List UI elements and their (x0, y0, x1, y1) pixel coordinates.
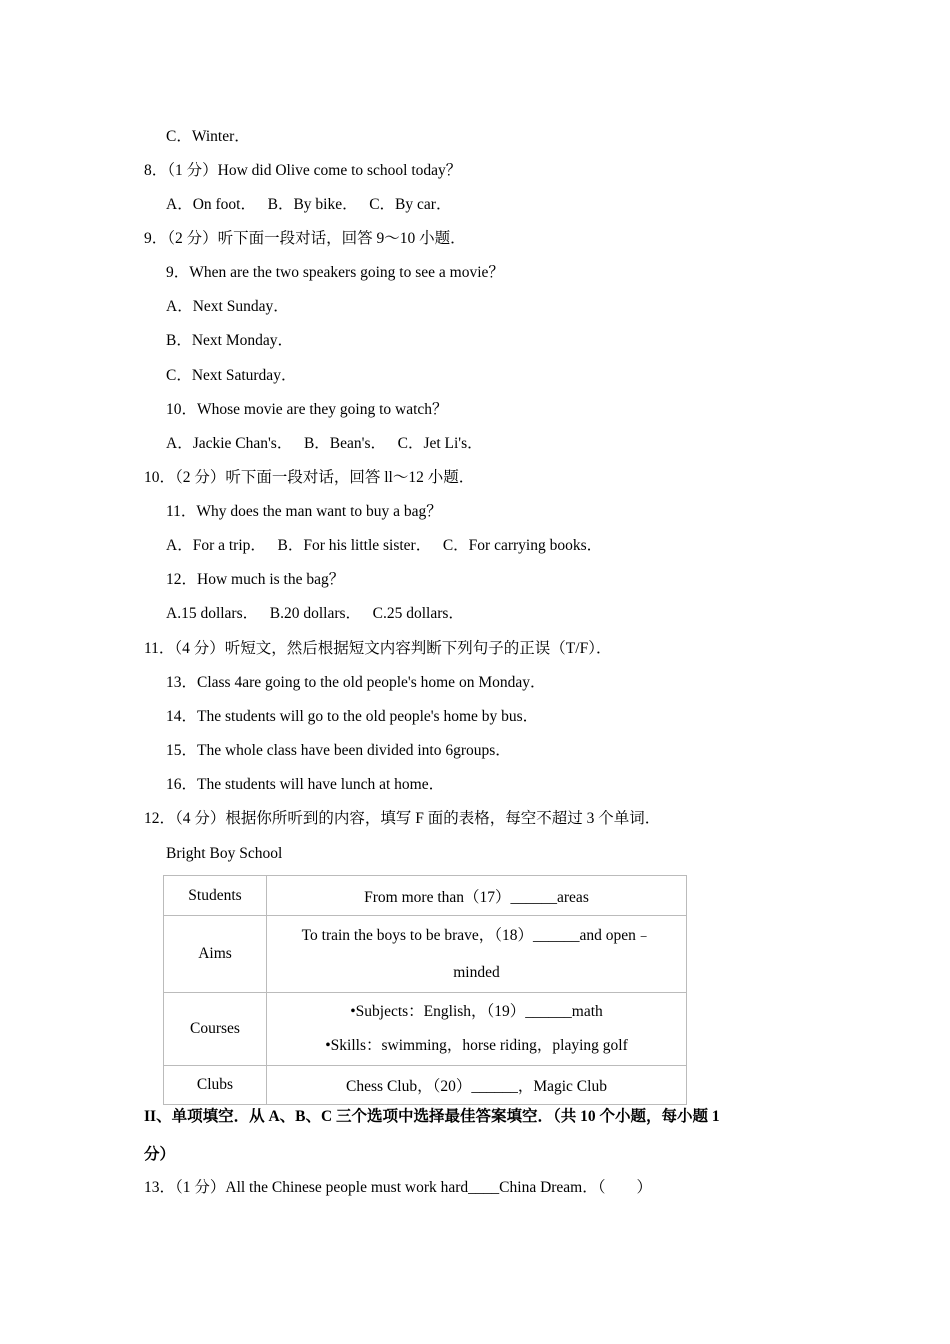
sub-question-10-options: A．Jackie Chan's． B．Bean's． C．Jet Li's． (166, 435, 483, 452)
aims-value (267, 916, 687, 993)
students-label: Students (164, 876, 267, 916)
question-12: 12．（4 分）根据你所听到的内容，填写 F 面的表格，每空不超过 3 个单词． (144, 810, 661, 827)
question-13-blank: ____ (468, 1179, 500, 1196)
table-caption: Bright Boy School (166, 845, 283, 862)
question-13 (144, 1178, 652, 1198)
sub-question-9: 9．When are the two speakers going to see a movie？ (166, 264, 504, 281)
courses-value (267, 993, 687, 1066)
question-8: 8．（1 分）How did Olive come to school today？ (144, 162, 462, 179)
sub-question-12: 12．How much is the bag？ (166, 571, 345, 588)
question-13-stem: 13．（1 分）All the Chinese people must work hard (144, 1179, 469, 1196)
statement-13: 13．Class 4are going to the old people's home on Monday． (166, 674, 546, 691)
statement-16: 16．The students will have lunch at home． (166, 776, 445, 793)
sub-question-10: 10．Whose movie are they going to watch？ (166, 401, 448, 418)
sub-question-9-option-a: A．Next Sunday． (166, 298, 289, 315)
courses-value-line-2: •Skills：swimming，horse riding，playing golf (325, 1037, 628, 1054)
table-row-students (164, 876, 687, 916)
sub-question-11: 11．Why does the man want to buy a bag？ (166, 503, 442, 520)
sub-question-9-option-c: C．Next Saturday． (166, 367, 297, 384)
section-2-heading: II、单项填空．从 A、B、C 三个选项中选择最佳答案填空．（共 10 个小题，每小题 1 (144, 1108, 720, 1125)
question-8-options: A．On foot． B．By bike． C．By car． (166, 196, 452, 213)
sub-question-12-options: A.15 dollars． B.20 dollars． C.25 dollars． (166, 605, 464, 622)
q7-option-c: C．Winter． (166, 128, 250, 145)
aims-value-line-2: minded (453, 963, 500, 981)
clubs-value: Chess Club，（20）______，Magic Club (267, 1066, 687, 1105)
question-10: 10．（2 分）听下面一段对话，回答 ll～12 小题． (144, 469, 475, 486)
courses-label: Courses (164, 993, 267, 1066)
table-row-clubs (164, 1066, 687, 1105)
school-info-table (163, 875, 687, 1105)
statement-14: 14．The students will go to the old people's home by bus． (166, 708, 539, 725)
question-9: 9．（2 分）听下面一段对话，回答 9～10 小题． (144, 230, 466, 247)
sub-question-11-options: A．For a trip． B．For his little sister． C．For carrying books． (166, 537, 603, 554)
table-row-courses (164, 993, 687, 1066)
aims-label: Aims (164, 916, 267, 993)
courses-value-line-1: •Subjects：English，（19）______math (350, 1003, 603, 1020)
question-11: 11．（4 分）听短文，然后根据短文内容判断下列句子的正误（T/F）． (144, 640, 612, 657)
section-2-heading-continued: 分） (144, 1146, 176, 1163)
sub-question-9-option-b: B．Next Monday． (166, 332, 294, 349)
aims-value-line-1: To train the boys to be brave，（18）______and open﹣ (301, 926, 652, 944)
table-row-aims (164, 916, 687, 993)
students-value: From more than（17）______areas (267, 876, 687, 916)
clubs-label: Clubs (164, 1066, 267, 1105)
question-13-tail: China Dream．（ ） (499, 1179, 652, 1196)
statement-15: 15．The whole class have been divided into 6groups． (166, 742, 511, 759)
